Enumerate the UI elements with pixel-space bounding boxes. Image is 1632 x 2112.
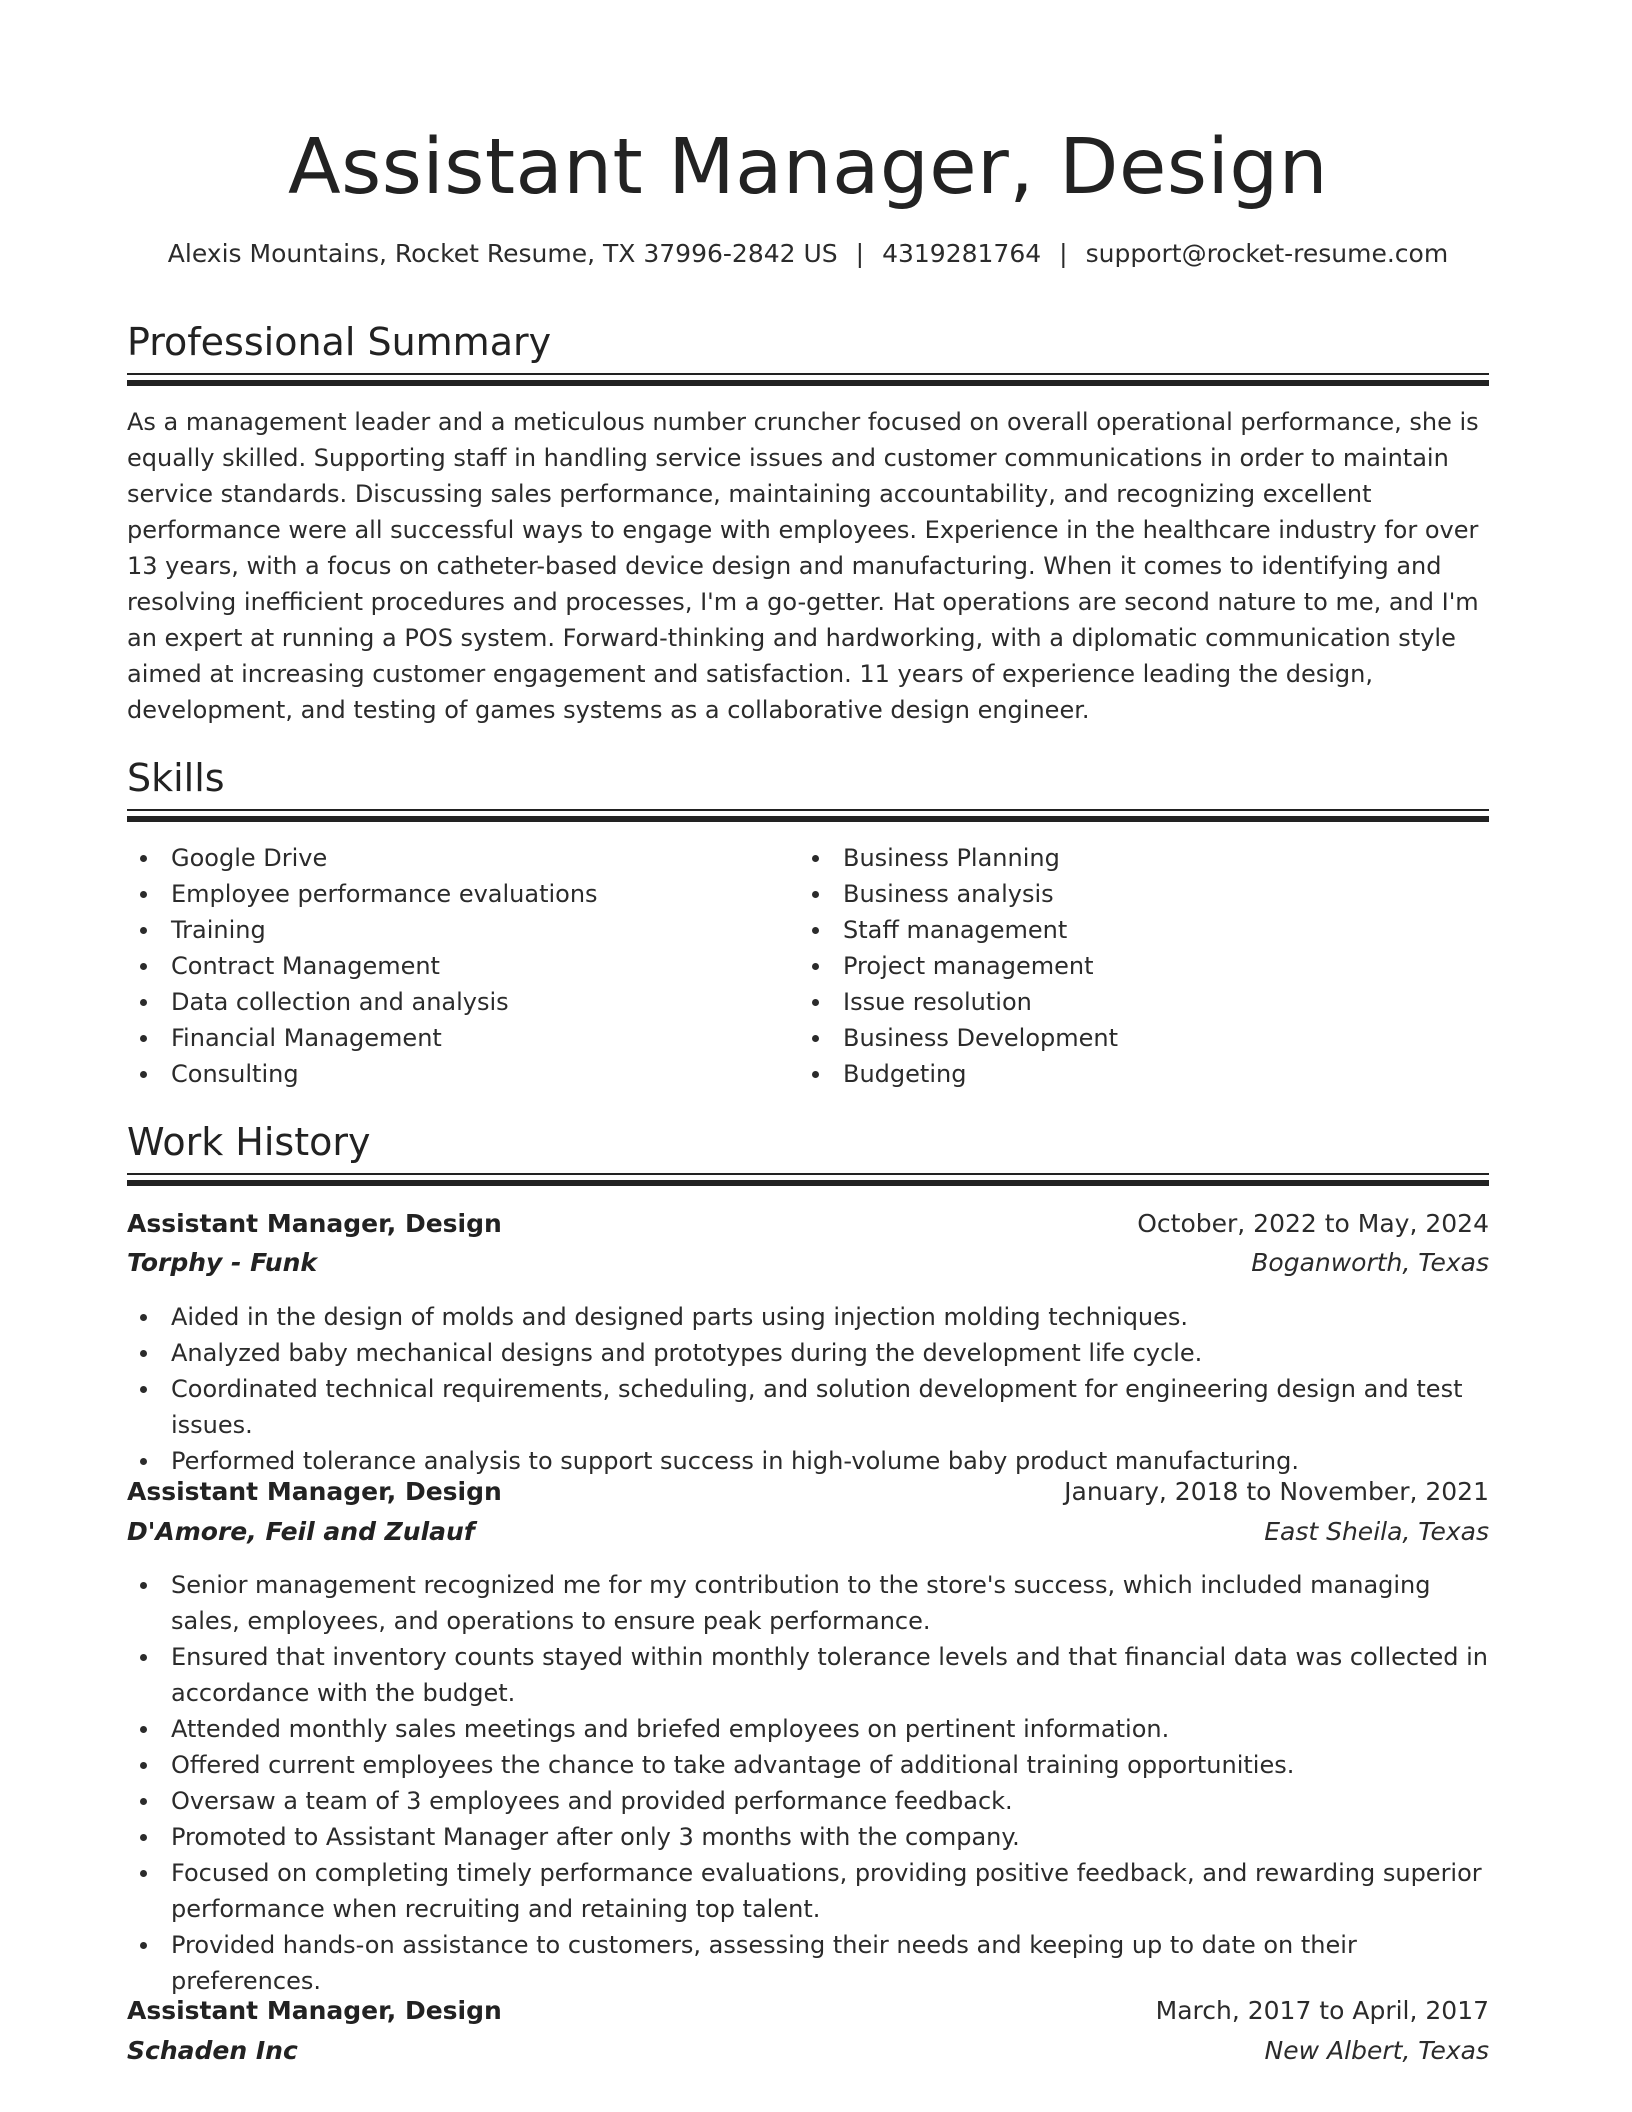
- summary-divider: [127, 373, 1489, 386]
- skills-heading: Skills: [127, 756, 225, 800]
- skill-item: Training: [127, 912, 747, 948]
- contact-separator: |: [855, 239, 865, 268]
- job-location: New Albert, Texas: [1264, 2036, 1489, 2065]
- contact-line: [127, 236, 1489, 272]
- job-bullets: [127, 1299, 1489, 1479]
- skills-list-left: [127, 840, 747, 1092]
- job-company: Torphy - Funk: [127, 1248, 318, 1277]
- job-bullet: Focused on completing timely performance evaluations, providing positive feedback, and rewarding superior performance when recruiting and retaining top talent.: [127, 1855, 1489, 1927]
- skill-item: Contract Management: [127, 948, 747, 984]
- contact-separator: |: [1059, 239, 1068, 268]
- job-dates: March, 2017 to April, 2017: [1155, 1996, 1489, 2025]
- job-dates: January, 2018 to November, 2021: [1064, 1477, 1489, 1506]
- skill-item: Google Drive: [127, 840, 747, 876]
- skill-item: Financial Management: [127, 1020, 747, 1056]
- job-title: Assistant Manager, Design: [127, 1209, 502, 1238]
- skill-item: Staff management: [799, 912, 1419, 948]
- job-bullet: Analyzed baby mechanical designs and prototypes during the development life cycle.: [127, 1335, 1489, 1371]
- summary-heading: Professional Summary: [127, 320, 552, 364]
- work-heading: Work History: [127, 1120, 371, 1164]
- job-bullet: Coordinated technical requirements, scheduling, and solution development for engineering design and test issues.: [127, 1371, 1489, 1443]
- job-dates: October, 2022 to May, 2024: [1137, 1209, 1489, 1238]
- job-bullet: Promoted to Assistant Manager after only 3 months with the company.: [127, 1819, 1489, 1855]
- summary-text: As a management leader and a meticulous number cruncher focused on overall operational performance, she is equally skilled. Supporting staff in handling service issues and customer communications in order to maintain service standards. Discussing sales performance, maintaining accountability, and recognizing excellent performance were all successful ways to engage with employees. Experience in the healthcare industry for over 13 years, with a focus on catheter-based device design and manufacturing. When it comes to identifying and resolving inefficient procedures and processes, I'm a go-getter. Hat operations are second nature to me, and I'm an expert at running a POS system. Forward-thinking and hardworking, with a diplomatic communication style aimed at increasing customer engagement and satisfaction. 11 years of experience leading the design, development, and testing of games systems as a collaborative design engineer.: [127, 408, 1479, 724]
- skill-item: Data collection and analysis: [127, 984, 747, 1020]
- skill-item: Consulting: [127, 1056, 747, 1092]
- skill-item: Issue resolution: [799, 984, 1419, 1020]
- job-location: Boganworth, Texas: [1251, 1248, 1489, 1277]
- job-company: D'Amore, Feil and Zulauf: [127, 1517, 475, 1546]
- work-divider: [127, 1173, 1489, 1186]
- skills-divider: [127, 809, 1489, 822]
- contact-address: Alexis Mountains, Rocket Resume, TX 37996-2842 US: [167, 239, 838, 268]
- job-bullet: Senior management recognized me for my contribution to the store's success, which included managing sales, employees, and operations to ensure peak performance.: [127, 1567, 1489, 1639]
- skill-item: Business Planning: [799, 840, 1419, 876]
- skills-list-right: [799, 840, 1419, 1092]
- job-bullets: [127, 1567, 1489, 1999]
- contact-email[interactable]: support@rocket-resume.com: [1085, 239, 1449, 268]
- job-bullet: Oversaw a team of 3 employees and provided performance feedback.: [127, 1783, 1489, 1819]
- job-title: Assistant Manager, Design: [127, 1477, 502, 1506]
- resume-title: Assistant Manager, Design: [287, 123, 1329, 212]
- job-company: Schaden Inc: [127, 2036, 298, 2065]
- contact-phone: 4319281764: [882, 239, 1042, 268]
- job-bullet: Ensured that inventory counts stayed within monthly tolerance levels and that financial data was collected in accordance with the budget.: [127, 1639, 1489, 1711]
- skill-item: Business analysis: [799, 876, 1419, 912]
- job-title: Assistant Manager, Design: [127, 1996, 502, 2025]
- job-bullet: Offered current employees the chance to take advantage of additional training opportunities.: [127, 1747, 1489, 1783]
- skill-item: Project management: [799, 948, 1419, 984]
- job-bullet: Attended monthly sales meetings and briefed employees on pertinent information.: [127, 1711, 1489, 1747]
- skill-item: Business Development: [799, 1020, 1419, 1056]
- job-bullet: Aided in the design of molds and designed parts using injection molding techniques.: [127, 1299, 1489, 1335]
- skill-item: Budgeting: [799, 1056, 1419, 1092]
- job-bullet: Provided hands-on assistance to customers, assessing their needs and keeping up to date on their preferences.: [127, 1927, 1489, 1999]
- job-bullet: Performed tolerance analysis to support success in high-volume baby product manufacturing.: [127, 1443, 1489, 1479]
- job-location: East Sheila, Texas: [1264, 1517, 1489, 1546]
- skill-item: Employee performance evaluations: [127, 876, 747, 912]
